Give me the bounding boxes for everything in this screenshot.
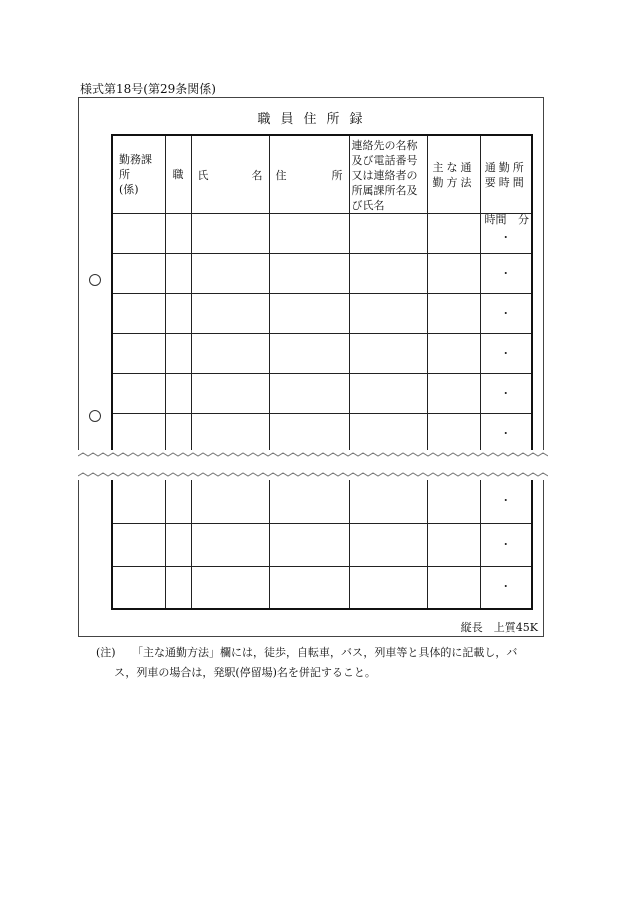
commute-time-cell: ・ bbox=[480, 414, 532, 454]
table-header-row bbox=[112, 135, 532, 214]
commute-time-cell: ・ bbox=[480, 294, 532, 334]
table-row bbox=[112, 334, 532, 374]
register-table-lower bbox=[111, 480, 533, 610]
table-row bbox=[112, 414, 532, 454]
punch-hole-icon bbox=[89, 410, 101, 422]
commute-time-cell: ・ bbox=[480, 523, 532, 566]
commute-time-cell: ・ bbox=[480, 334, 532, 374]
table-row bbox=[112, 523, 532, 566]
table-row bbox=[112, 374, 532, 414]
commute-time-cell: 時間 分 ・ bbox=[480, 214, 532, 254]
punch-hole-icon bbox=[89, 274, 101, 286]
header-contact: 連絡先の名称及び電話番号又は連絡者の所属課所名及び氏名 bbox=[349, 135, 427, 214]
page-break-cut bbox=[78, 450, 548, 480]
table-row bbox=[112, 254, 532, 294]
commute-time-cell: ・ bbox=[480, 566, 532, 609]
header-job: 職 bbox=[165, 135, 191, 214]
commute-time-cell: ・ bbox=[480, 480, 532, 523]
header-address: 住 所 bbox=[269, 135, 349, 214]
note-mark: (注) bbox=[96, 646, 116, 659]
form-label: 様式第18号(第29条関係) bbox=[80, 82, 216, 96]
commute-time-cell: ・ bbox=[480, 254, 532, 294]
paper-size-note: 縦長 上質45K bbox=[460, 621, 538, 634]
table-row bbox=[112, 480, 532, 523]
note-line-1: 「主な通勤方法」欄には，徒歩，自転車，バス，列車等と具体的に記載し，バ bbox=[132, 646, 518, 659]
table-row bbox=[112, 214, 532, 254]
note-line-2: ス，列車の場合は，発駅(停留場)名を併記すること。 bbox=[114, 666, 376, 679]
header-commute-time: 通勤所要時間 bbox=[480, 135, 532, 214]
register-table-upper bbox=[111, 134, 533, 454]
commute-time-cell: ・ bbox=[480, 374, 532, 414]
header-department: 勤務課 所 (係) bbox=[112, 135, 165, 214]
header-method: 主な通勤方法 bbox=[427, 135, 480, 214]
table-row bbox=[112, 294, 532, 334]
document-title: 職員住所録 bbox=[257, 112, 373, 127]
header-name: 氏 名 bbox=[191, 135, 269, 214]
table-row bbox=[112, 566, 532, 609]
